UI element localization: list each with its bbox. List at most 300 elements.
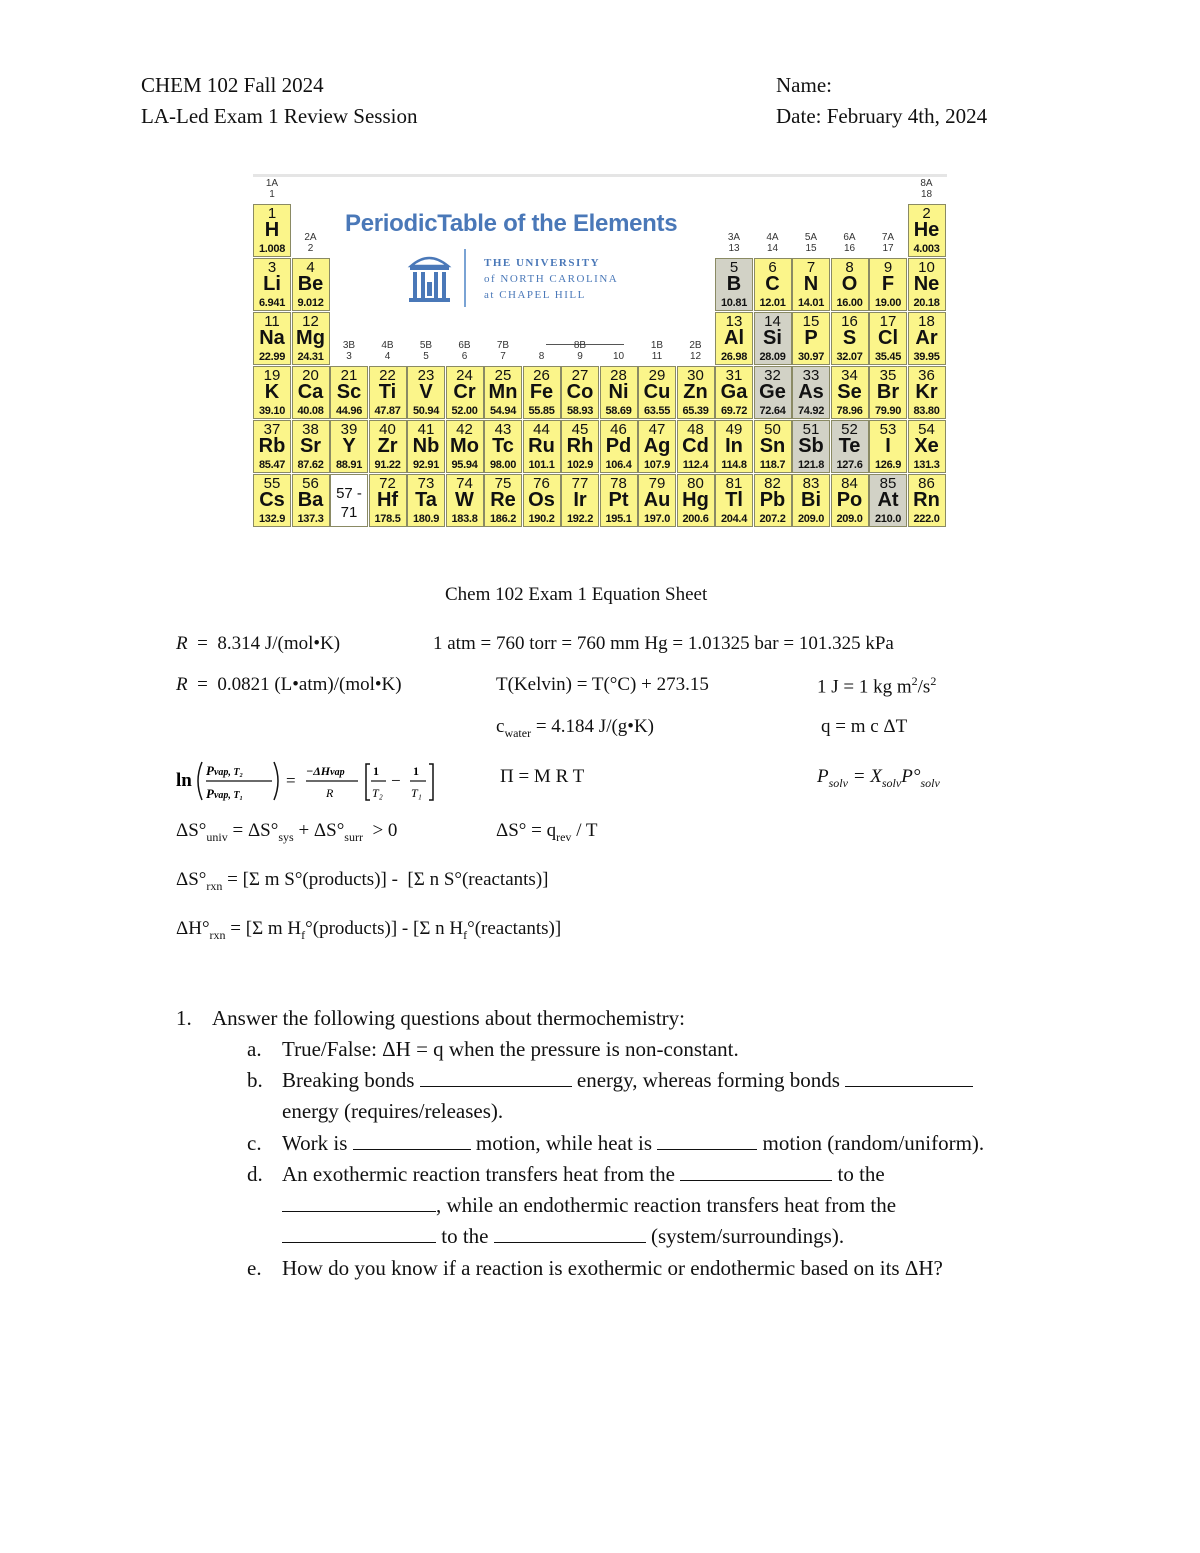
table-top-border (253, 174, 947, 177)
atomic-number: 56 (302, 475, 319, 492)
atomic-mass: 28.09 (759, 351, 786, 363)
element-se (831, 366, 869, 419)
element-symbol: Fe (529, 381, 554, 403)
atomic-mass: 69.72 (720, 405, 748, 417)
atomic-mass: 88.91 (335, 459, 363, 471)
group-label-old: 4B (381, 340, 394, 351)
atomic-number: 17 (879, 313, 897, 330)
question-1-number: 1. (176, 1006, 192, 1030)
atomic-number: 41 (417, 421, 435, 438)
group-label-number: 4 (384, 351, 391, 362)
atomic-mass: 91.22 (374, 459, 401, 471)
atomic-mass: 63.55 (643, 405, 671, 417)
atomic-number: 50 (764, 421, 781, 438)
element-symbol: Pt (608, 489, 629, 511)
atomic-number: 79 (648, 475, 666, 492)
element-symbol: Ca (297, 381, 324, 403)
atomic-number: 39 (340, 421, 358, 438)
element-symbol: Sn (759, 435, 786, 457)
element-symbol: O (841, 273, 858, 295)
atomic-number: 10 (918, 259, 935, 276)
atomic-mass: 137.3 (297, 513, 324, 525)
atomic-mass: 190.2 (528, 513, 555, 525)
element-be (292, 258, 330, 311)
atomic-mass: 209.0 (797, 513, 825, 525)
blank-d2[interactable] (282, 1193, 436, 1212)
group-label-number: 7 (500, 351, 506, 362)
item-d-part4: to the (441, 1224, 489, 1248)
item-b-part2: energy, whereas forming bonds (576, 1068, 840, 1092)
atomic-mass: 30.97 (797, 351, 825, 363)
element-symbol: Os (528, 489, 555, 511)
heat-equation: q = m c ΔT (821, 716, 908, 737)
group-label-number: 6 (461, 351, 468, 362)
atomic-number: 24 (456, 367, 473, 384)
atomic-number: 53 (879, 421, 897, 438)
svg-text:1: 1 (413, 764, 419, 778)
element-os (523, 474, 561, 527)
element-cs (253, 474, 291, 527)
element-symbol: As (798, 381, 824, 403)
group-label-number: 11 (651, 351, 663, 362)
element-symbol: S (842, 327, 857, 349)
group-label-15 (792, 232, 830, 254)
element-symbol: Tc (492, 435, 514, 457)
atomic-number: 85 (879, 475, 897, 492)
atomic-number: 29 (648, 367, 666, 384)
specific-heat-water: $c_{water} = 4.184$ J/(g•K) (496, 716, 655, 740)
element-cl (869, 312, 907, 365)
element-si (754, 312, 792, 365)
element-hf (369, 474, 407, 527)
atomic-mass: 204.4 (720, 513, 748, 525)
element-br (869, 366, 907, 419)
atomic-mass: 83.80 (913, 405, 940, 417)
atomic-mass: 50.94 (412, 405, 440, 417)
session-title: LA-Led Exam 1 Review Session (141, 104, 418, 128)
blank-b2[interactable] (845, 1068, 973, 1087)
atomic-mass: 39.95 (913, 351, 940, 363)
university-line-1: THE UNIVERSITY (484, 257, 601, 269)
element-zr (369, 420, 407, 473)
svg-text:−: − (391, 771, 401, 790)
atomic-number: 31 (725, 367, 743, 384)
blank-d1[interactable] (680, 1162, 832, 1181)
item-e-label: e. (247, 1256, 262, 1280)
element-zn (677, 366, 715, 419)
element-symbol: Mo (450, 435, 479, 457)
atomic-number: 15 (802, 313, 820, 330)
element-w (446, 474, 484, 527)
atomic-mass: 58.69 (605, 405, 632, 417)
item-c-line (282, 1131, 984, 1156)
element-po (831, 474, 869, 527)
atomic-number: 40 (379, 421, 396, 438)
element-rh (561, 420, 599, 473)
item-c-label: c. (247, 1131, 262, 1155)
element-symbol: Au (643, 489, 671, 511)
atomic-mass: 47.87 (374, 405, 401, 417)
atomic-mass: 114.8 (721, 459, 747, 471)
element-symbol: Sb (798, 435, 824, 457)
item-c-part2: motion, while heat is (475, 1131, 653, 1155)
atomic-number: 6 (768, 259, 777, 276)
element-symbol: Te (838, 435, 861, 457)
element-f (869, 258, 907, 311)
group-label-number: 9 (577, 351, 583, 362)
atomic-number: 45 (571, 421, 589, 438)
group-label-number: 8 (538, 351, 545, 362)
atomic-number: 76 (533, 475, 550, 492)
svg-text:−ΔHvap: −ΔHvap (306, 764, 345, 778)
svg-text:T₂: T₂ (372, 786, 383, 800)
item-b-line1 (282, 1068, 973, 1093)
atomic-number: 12 (302, 313, 319, 330)
group-label-old: 7A (881, 232, 895, 243)
atomic-number: 22 (379, 367, 396, 384)
group-label-8 (523, 340, 561, 362)
element-sr (292, 420, 330, 473)
element-symbol: Ar (915, 327, 938, 349)
group-label-5 (407, 340, 445, 362)
atomic-number: 47 (648, 421, 666, 438)
element-sc (330, 366, 368, 419)
atomic-mass: 207.2 (759, 513, 786, 525)
element-symbol: V (419, 381, 433, 403)
element-hg (677, 474, 715, 527)
atomic-mass: 118.7 (759, 459, 786, 471)
element-symbol: B (726, 273, 742, 295)
group-label-11 (638, 340, 676, 362)
group-label-old: 5B (419, 340, 433, 351)
svg-text:1: 1 (373, 764, 379, 778)
atomic-mass: 186.2 (489, 513, 517, 525)
atomic-number: 23 (417, 367, 435, 384)
element-at (869, 474, 907, 527)
element-o (831, 258, 869, 311)
group-label-12 (677, 340, 715, 362)
item-e-text: How do you know if a reaction is exothermic or endothermic based on its ΔH? (282, 1256, 943, 1280)
enthalpy-reaction: $\Delta H^\circ_{rxn} = [\Sigma$ m $H_f^\circ(products)] - [\Sigma$ n $H_f^\circ(reactants)$] (176, 918, 562, 942)
group-label-number: 1 (269, 189, 275, 200)
element-symbol: H (264, 219, 280, 241)
item-d-line2 (282, 1193, 896, 1218)
item-d-part5: (system/surroundings). (651, 1224, 845, 1248)
atomic-number: 36 (918, 367, 935, 384)
element-symbol: Mn (488, 381, 518, 403)
group-label-old: 5A (804, 232, 818, 243)
element-nb (407, 420, 445, 473)
atomic-mass: 78.96 (836, 405, 863, 417)
element-symbol: Na (259, 327, 285, 349)
group-label-old: 8A (920, 178, 933, 189)
atomic-number: 26 (533, 367, 550, 384)
lanthanide-range: 57 - 71 (336, 485, 362, 521)
element-mn (484, 366, 522, 419)
atomic-number: 11 (264, 313, 280, 330)
group-label-number: 18 (920, 189, 933, 200)
element-symbol: Ne (913, 273, 940, 295)
item-d-part3: , while an endothermic reaction transfers heat from the (436, 1193, 897, 1217)
atomic-number: 43 (494, 421, 512, 438)
entropy-reaction: $\Delta S^\circ_{rxn} = [\Sigma$ m S°(products)] - [Σ n S°(reactants)] (176, 869, 549, 893)
date-label: Date: February 4th, 2024 (776, 104, 988, 128)
group-label-16 (831, 232, 869, 254)
svg-text:ln: ln (176, 770, 192, 791)
atomic-number: 44 (533, 421, 550, 438)
element-symbol: C (765, 273, 780, 295)
element-ir (561, 474, 599, 527)
element-symbol: Cu (643, 381, 671, 403)
element-symbol: Ba (297, 489, 324, 511)
atomic-number: 7 (806, 259, 816, 276)
element-symbol: N (803, 273, 819, 295)
atomic-mass: 183.8 (451, 513, 478, 525)
element-re (484, 474, 522, 527)
atomic-number: 78 (610, 475, 627, 492)
element-co (561, 366, 599, 419)
element-pt (600, 474, 638, 527)
atomic-number: 86 (918, 475, 935, 492)
atomic-mass: 58.93 (566, 405, 594, 417)
element-c (754, 258, 792, 311)
atomic-number: 48 (687, 421, 704, 438)
element-symbol: Cl (878, 327, 898, 349)
element-te (831, 420, 869, 473)
element-symbol: Rn (913, 489, 940, 511)
old-well-logo-icon (407, 252, 452, 304)
group-label-number: 15 (805, 243, 817, 254)
atomic-mass: 24.31 (297, 351, 324, 363)
group-label-old: 3A (727, 232, 741, 243)
element-symbol: Bi (801, 489, 821, 511)
svg-text:R: R (326, 786, 334, 800)
element-ne (908, 258, 946, 311)
atomic-number: 74 (456, 475, 473, 492)
blank-d3[interactable] (282, 1224, 436, 1243)
equation-sheet-title: Chem 102 Exam 1 Equation Sheet (445, 584, 708, 605)
element-symbol: Mg (296, 327, 325, 349)
atomic-number: 54 (918, 421, 935, 438)
blank-b1[interactable] (420, 1068, 572, 1087)
element-b (715, 258, 753, 311)
element-symbol: Kr (915, 381, 938, 403)
element-symbol: Pb (759, 489, 786, 511)
group-label-number: 2 (307, 243, 314, 254)
blank-d4[interactable] (494, 1224, 646, 1243)
atomic-mass: 197.0 (643, 513, 671, 525)
element-symbol: Ir (573, 489, 587, 511)
element-na (253, 312, 291, 365)
element-symbol: Al (724, 327, 744, 349)
atomic-mass: 178.5 (374, 513, 401, 525)
atomic-mass: 127.6 (836, 459, 863, 471)
element-xe (908, 420, 946, 473)
atomic-number: 4 (306, 259, 315, 276)
element-symbol: Y (342, 435, 356, 457)
group-label-4 (369, 340, 407, 362)
raoults-law: $P_{solv} = X_{solv}P^\circ_{solv}$ (817, 766, 940, 790)
element-cr (446, 366, 484, 419)
atomic-number: 19 (263, 367, 281, 384)
element-symbol: Xe (914, 435, 939, 457)
atomic-mass: 112.4 (682, 459, 709, 471)
atomic-mass: 10.81 (720, 297, 748, 309)
atomic-mass: 87.62 (297, 459, 324, 471)
atomic-mass: 12.01 (759, 297, 786, 309)
svg-text:T₁: T₁ (411, 786, 422, 800)
group-label-old: 4A (766, 232, 779, 243)
element-symbol: Po (836, 489, 863, 511)
element-symbol: W (455, 489, 474, 511)
element-symbol: Cs (259, 489, 285, 511)
logo-divider (464, 249, 466, 307)
group-label-2 (292, 232, 330, 254)
element-symbol: Ge (759, 381, 786, 403)
item-b-part1: Breaking bonds (282, 1068, 415, 1092)
item-a-label: a. (247, 1037, 262, 1061)
group-label-number: 10 (612, 351, 625, 362)
atomic-number: 3 (267, 259, 277, 276)
element-symbol: Ni (608, 381, 629, 403)
atomic-number: 38 (302, 421, 319, 438)
blank-c2[interactable] (657, 1131, 757, 1150)
atomic-number: 1 (267, 205, 277, 222)
element-mo (446, 420, 484, 473)
atomic-mass: 4.003 (913, 243, 940, 255)
element-n (792, 258, 830, 311)
group-label-number: 5 (423, 351, 429, 362)
element-sb (792, 420, 830, 473)
atomic-mass: 26.98 (720, 351, 748, 363)
atomic-number: 18 (918, 313, 935, 330)
atomic-number: 37 (263, 421, 281, 438)
atomic-mass: 9.012 (297, 297, 324, 309)
atomic-mass: 14.01 (797, 297, 825, 309)
element-ta (407, 474, 445, 527)
element-ba (292, 474, 330, 527)
element-ni (600, 366, 638, 419)
svg-text:Pvap, T₂: Pvap, T₂ (206, 763, 243, 778)
element-ge (754, 366, 792, 419)
element-symbol: Hg (682, 489, 709, 511)
element-rb (253, 420, 291, 473)
atomic-mass: 92.91 (412, 459, 440, 471)
element-pd (600, 420, 638, 473)
group-label-old: 2B (689, 340, 702, 351)
atomic-number: 9 (883, 259, 893, 276)
element-ar (908, 312, 946, 365)
atomic-mass: 72.64 (759, 405, 786, 417)
element-kr (908, 366, 946, 419)
group-label-7 (484, 340, 522, 362)
group-label-13 (715, 232, 753, 254)
element-symbol: Be (297, 273, 324, 295)
group-label-number: 3 (346, 351, 352, 362)
atomic-mass: 52.00 (451, 405, 478, 417)
periodic-table-title: PeriodicTable of the Elements (345, 210, 678, 237)
item-a-text: True/False: ΔH = q when the pressure is non-constant. (282, 1037, 739, 1061)
clausius-clapeyron-equation (176, 756, 446, 806)
group-label-old: 6B (458, 340, 471, 351)
course-title: CHEM 102 Fall 2024 (141, 73, 324, 97)
periodic-table (253, 174, 948, 530)
atomic-mass: 132.9 (258, 513, 286, 525)
element-symbol: At (877, 489, 899, 511)
element-symbol: K (264, 381, 280, 403)
atomic-number: 20 (302, 367, 319, 384)
element-symbol: Re (490, 489, 516, 511)
group-label-old: 7B (496, 340, 510, 351)
atomic-number: 8 (845, 259, 854, 276)
atomic-mass: 195.1 (605, 513, 632, 525)
atomic-number: 16 (841, 313, 858, 330)
element-rn (908, 474, 946, 527)
element-ti (369, 366, 407, 419)
element-ru (523, 420, 561, 473)
item-d-line3 (282, 1224, 844, 1249)
atomic-number: 34 (841, 367, 858, 384)
group-label-18 (908, 178, 946, 200)
atomic-mass: 222.0 (913, 513, 940, 525)
blank-c1[interactable] (353, 1131, 471, 1150)
pressure-conversion: 1 atm = 760 torr = 760 mm Hg = 1.01325 bar = 101.325 kPa (433, 633, 894, 654)
atomic-number: 25 (494, 367, 512, 384)
atomic-number: 32 (764, 367, 781, 384)
atomic-number: 13 (725, 313, 743, 330)
element-he (908, 204, 946, 257)
group-label-number: 17 (882, 243, 894, 254)
item-b-part3: energy (requires/releases). (282, 1099, 504, 1123)
atomic-number: 82 (764, 475, 781, 492)
atomic-mass: 6.941 (258, 297, 286, 309)
element-s (831, 312, 869, 365)
atomic-mass: 107.9 (643, 459, 671, 471)
element-tl (715, 474, 753, 527)
atomic-number: 83 (802, 475, 820, 492)
joule-definition: 1 J = 1 kg $m^2/s^2$ (817, 674, 937, 698)
gas-constant-latm: R = 0.0821 (L•atm)/(mol•K) (176, 674, 402, 695)
element-pb (754, 474, 792, 527)
element-symbol: Sc (336, 381, 362, 403)
element-symbol: Hf (376, 489, 399, 511)
atomic-number: 49 (725, 421, 743, 438)
atomic-number: 33 (802, 367, 820, 384)
atomic-mass: 74.92 (797, 405, 825, 417)
group-label-old (523, 340, 561, 351)
atomic-number: 46 (610, 421, 627, 438)
atomic-mass: 20.18 (913, 297, 940, 309)
group-label-old: 8B (573, 340, 587, 351)
atomic-mass: 200.6 (682, 513, 709, 525)
atomic-number: 35 (879, 367, 897, 384)
atomic-number: 2 (922, 205, 931, 222)
atomic-mass: 192.2 (566, 513, 594, 525)
atomic-mass: 35.45 (874, 351, 902, 363)
element-ag (638, 420, 676, 473)
element-symbol: Zn (683, 381, 708, 403)
group-label-number: 16 (843, 243, 856, 254)
element-p (792, 312, 830, 365)
element-symbol: Ti (378, 381, 397, 403)
atomic-mass: 95.94 (451, 459, 478, 471)
element-i (869, 420, 907, 473)
atomic-mass: 1.008 (258, 243, 286, 255)
atomic-mass: 131.3 (913, 459, 940, 471)
item-d-line1 (282, 1162, 885, 1187)
element-symbol: Cr (453, 381, 476, 403)
group-label-3 (330, 340, 368, 362)
